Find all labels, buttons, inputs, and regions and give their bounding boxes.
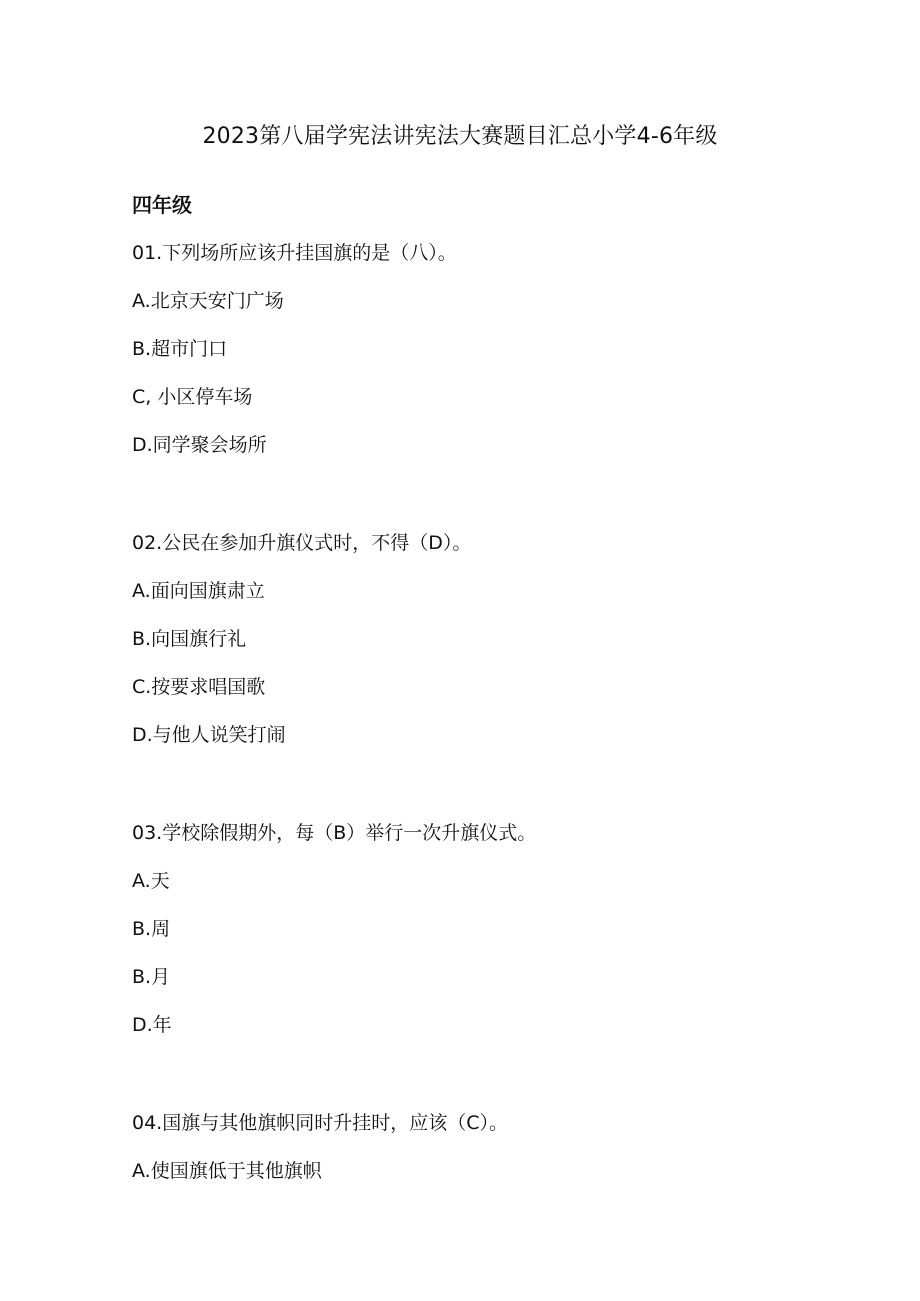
question-03-option-b: B.周 — [132, 918, 171, 940]
question-03-option-a: A.天 — [132, 870, 170, 892]
question-04-option-a: A.使国旗低于其他旗帜 — [132, 1160, 322, 1182]
question-02-option-b: B.向国旗行礼 — [132, 628, 247, 650]
section-heading: 四年级 — [132, 193, 192, 217]
question-02-option-c: C.按要求唱国歌 — [132, 676, 266, 698]
question-02-option-d: D.与他人说笑打闹 — [132, 724, 286, 746]
question-01-option-a: A.北京天安门广场 — [132, 290, 284, 312]
question-01-option-d: D.同学聚会场所 — [132, 434, 267, 456]
question-02-stem: 02.公民在参加升旗仪式时，不得（D）。 — [132, 532, 472, 554]
question-04-stem: 04.国旗与其他旗帜同时升挂时，应该（C）。 — [132, 1112, 508, 1134]
question-03-stem: 03.学校除假期外，每（B）举行一次升旗仪式。 — [132, 822, 537, 844]
question-01-option-c: C, 小区停车场 — [132, 386, 253, 408]
question-02-option-a: A.面向国旗肃立 — [132, 580, 265, 602]
question-01-stem: 01.下列场所应该升挂国旗的是（八）。 — [132, 242, 457, 264]
question-03-option-c: B.月 — [132, 966, 171, 988]
question-03-option-d: D.年 — [132, 1014, 172, 1036]
question-01-option-b: B.超市门口 — [132, 338, 228, 360]
document-title: 2023第八届学宪法讲宪法大赛题目汇总小学4-6年级 — [202, 124, 718, 149]
